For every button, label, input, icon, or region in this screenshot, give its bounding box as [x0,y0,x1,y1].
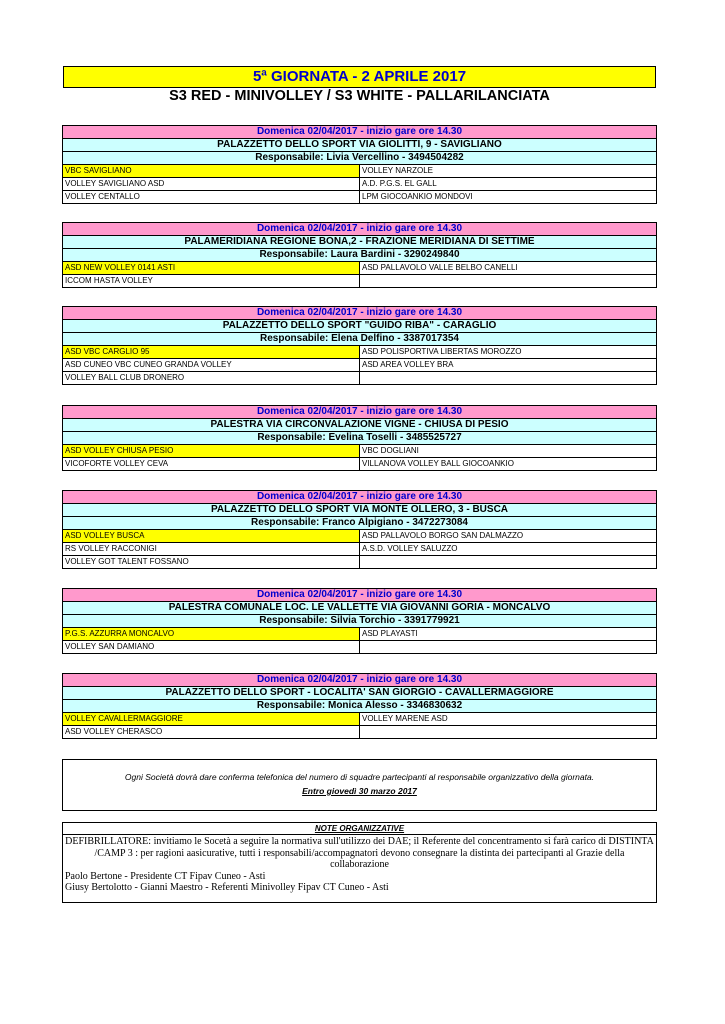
team-row [63,543,656,556]
match-date: Domenica 02/04/2017 - inizio gare ore 14.30 [63,589,656,602]
category-subtitle: S3 RED - MINIVOLLEY / S3 WHITE - PALLARILANCIATA [169,88,550,104]
team-cell-right: ASD PALLAVOLO VALLE BELBO CANELLI [362,263,518,272]
host-team-cell: ASD VOLLEY CHIUSA PESIO [63,445,360,457]
team-cell-right: VILLANOVA VOLLEY BALL GIOCOANKIO [362,459,514,468]
team-row [63,178,656,191]
confirmation-notice [62,759,657,811]
venue-responsible: Responsabile: Monica Alesso - 3346830632 [63,700,656,713]
team-cell-left: VOLLEY SAVIGLIANO ASD [63,178,360,190]
team-cell-right: LPM GIOCOANKIO MONDOVI [362,192,473,201]
venue-name: PALESTRA VIA CIRCONVALAZIONE VIGNE - CHIUSA DI PESIO [63,419,656,432]
team-cell-right: VOLLEY NARZOLE [362,166,433,175]
notes-body [63,835,656,894]
team-row [63,530,656,543]
team-row [63,726,656,738]
venue-responsible: Responsabile: Silvia Torchio - 3391779921 [63,615,656,628]
host-team-cell: VBC SAVIGLIANO [63,165,360,177]
notes-signature-president: Paolo Bertone - Presidente CT Fipav Cuneo - Asti [65,870,266,882]
match-block [62,588,657,654]
venue-responsible: Responsabile: Laura Bardini - 3290249840 [63,249,656,262]
match-block [62,673,657,739]
venue-responsible: Responsabile: Elena Delfino - 3387017354 [63,333,656,346]
host-team-cell: VOLLEY CAVALLERMAGGIORE [63,713,360,725]
round-title: 5ª GIORNATA - 2 APRILE 2017 [252,68,467,85]
team-cell-right: VBC DOGLIANI [362,446,419,455]
team-cell-right: A.D. P.G.S. EL GALL [362,179,437,188]
team-cell-left: VOLLEY BALL CLUB DRONERO [63,372,360,384]
venue-name: PALAZZETTO DELLO SPORT VIA GIOLITTI, 9 - SAVIGLIANO [63,139,656,152]
team-cell-left: ASD VOLLEY CHERASCO [63,726,360,738]
team-cell-right [360,641,656,653]
venue-responsible: Responsabile: Livia Vercellino - 3494504282 [63,152,656,165]
team-cell-left: ICCOM HASTA VOLLEY [63,275,360,287]
match-block [62,405,657,471]
team-row [63,275,656,287]
team-row [63,359,656,372]
team-cell-right: A.S.D. VOLLEY SALUZZO [362,544,458,553]
venue-name: PALAZZETTO DELLO SPORT VIA MONTE OLLERO, 3 - BUSCA [63,504,656,517]
notice-text: Ogni Società dovrà dare conferma telefonica del numero di squadre partecipanti al responsabile organizzativo della giornata. [124,772,595,782]
team-row [63,641,656,653]
team-cell-right: ASD PALLAVOLO BORGO SAN DALMAZZO [362,531,524,540]
venue-name: PALESTRA COMUNALE LOC. LE VALLETTE VIA GIOVANNI GORIA - MONCALVO [63,602,656,615]
team-cell-right: ASD AREA VOLLEY BRA [362,360,454,369]
host-team-cell: P.G.S. AZZURRA MONCALVO [63,628,360,640]
venue-name: PALAZZETTO DELLO SPORT - LOCALITA' SAN GIORGIO - CAVALLERMAGGIORE [63,687,656,700]
match-date: Domenica 02/04/2017 - inizio gare ore 14.30 [63,307,656,320]
match-date: Domenica 02/04/2017 - inizio gare ore 14.30 [63,674,656,687]
team-cell-left: VOLLEY GOT TALENT FOSSANO [63,556,360,568]
match-date: Domenica 02/04/2017 - inizio gare ore 14.30 [63,223,656,236]
team-row [63,346,656,359]
team-row [63,556,656,568]
team-cell-right [360,372,656,384]
venue-responsible: Responsabile: Evelina Toselli - 3485525727 [63,432,656,445]
round-title-box [63,66,656,88]
host-team-cell: ASD VOLLEY BUSCA [63,530,360,542]
venue-responsible: Responsabile: Franco Alpigiano - 3472273084 [63,517,656,530]
organizational-notes [62,822,657,903]
match-date: Domenica 02/04/2017 - inizio gare ore 14.30 [63,126,656,139]
team-row [63,372,656,384]
notes-signature-referents: Giusy Bertolotto - Gianni Maestro - Referenti Minivolley Fipav CT Cuneo - Asti [65,882,389,893]
host-team-cell: ASD VBC CARGLIO 95 [63,346,360,358]
team-cell-left: VOLLEY SAN DAMIANO [63,641,360,653]
team-row [63,165,656,178]
team-cell-left: VICOFORTE VOLLEY CEVA [63,458,360,470]
host-team-cell: ASD NEW VOLLEY 0141 ASTI [63,262,360,274]
team-row [63,458,656,470]
team-row [63,628,656,641]
team-cell-right [360,726,656,738]
team-cell-left: VOLLEY CENTALLO [63,191,360,203]
team-cell-left: ASD CUNEO VBC CUNEO GRANDA VOLLEY [63,359,360,371]
match-block [62,490,657,569]
team-cell-right: ASD PLAYASTI [362,629,418,638]
team-row [63,191,656,203]
venue-name: PALAMERIDIANA REGIONE BONA,2 - FRAZIONE MERIDIANA DI SETTIME [63,236,656,249]
match-block [62,125,657,204]
team-row [63,262,656,275]
match-block [62,306,657,385]
notes-paragraph: DEFIBRILLATORE: invitiamo le Socetà a seguire la normativa sull'utilizzo dei DAE; il Referente del concentramento si farà carico di DISTINTA /CAMP 3 : per ragioni aasicurative, tutti i responsabili/accompagnatori devono consegnare la distinta dei partecipanti al Grazie della collaborazione [65,836,654,870]
match-block [62,222,657,288]
team-cell-left: RS VOLLEY RACCONIGI [63,543,360,555]
team-cell-right: VOLLEY MARENE ASD [362,714,448,723]
team-row [63,445,656,458]
team-row [63,713,656,726]
match-date: Domenica 02/04/2017 - inizio gare ore 14.30 [63,491,656,504]
match-date: Domenica 02/04/2017 - inizio gare ore 14.30 [63,406,656,419]
team-cell-right [360,556,656,568]
team-cell-right [360,275,656,287]
venue-name: PALAZZETTO DELLO SPORT "GUIDO RIBA" - CARAGLIO [63,320,656,333]
notes-heading: NOTE ORGANIZZATIVE [63,823,656,835]
notice-deadline: Entro giovedì 30 marzo 2017 [302,786,417,796]
team-cell-right: ASD POLISPORTIVA LIBERTAS MOROZZO [362,347,522,356]
